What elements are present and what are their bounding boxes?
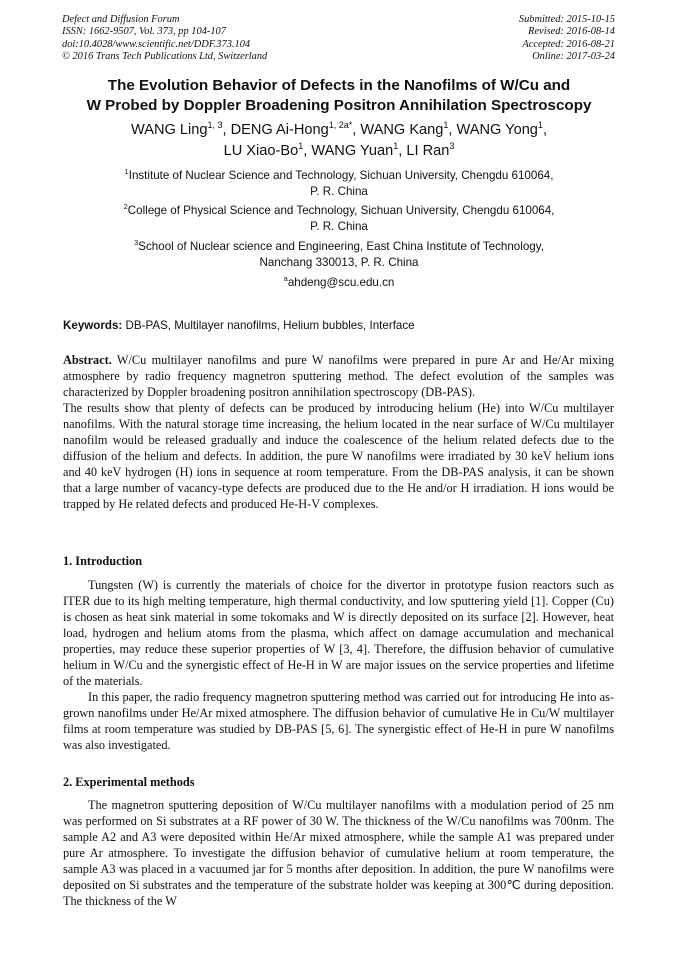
author-separator: , <box>222 122 231 138</box>
title-line-2: W Probed by Doppler Broadening Positron Annihilation Spectroscopy <box>86 97 592 114</box>
affiliation-mark: 1 <box>124 167 129 177</box>
title-line-1: The Evolution Behavior of Defects in the Nanofilms of W/Cu and <box>107 77 571 94</box>
submission-dates <box>519 14 615 64</box>
author-name: WANG Yuan <box>311 143 394 159</box>
issn-line: ISSN: 1662-9507, Vol. 373, pp 104-107 <box>62 26 226 38</box>
affiliation-2 <box>60 203 618 235</box>
affiliation-text: College of Physical Science and Technology, Sichuan University, Chengdu 610064, <box>127 204 555 217</box>
methods-body <box>63 797 614 909</box>
abstract-label: Abstract. <box>63 353 112 367</box>
abstract <box>63 352 614 512</box>
author-line-2 <box>40 141 638 162</box>
introduction-body <box>63 577 614 753</box>
keywords <box>63 318 616 333</box>
accepted-date: Accepted: 2016-08-21 <box>522 38 615 50</box>
doi-line: doi:10.4028/www.scientific.net/DDF.373.104 <box>62 38 251 50</box>
author-separator: , <box>448 122 457 138</box>
author-separator: , <box>542 122 547 138</box>
affiliation-text: Institute of Nuclear Science and Technology, Sichuan University, Chengdu 610064, <box>128 169 554 182</box>
author-affiliation-mark: 1 <box>443 120 449 131</box>
corresponding-email <box>60 275 618 291</box>
author-separator: , <box>398 143 407 159</box>
abstract-paragraph-1 <box>63 352 614 400</box>
affiliation-1 <box>60 168 618 200</box>
affiliation-line: P. R. China <box>310 185 368 198</box>
email-mark: a <box>283 274 288 284</box>
author-list <box>40 120 638 162</box>
revised-date: Revised: 2016-08-14 <box>528 26 615 38</box>
keywords-text: DB-PAS, Multilayer nanofilms, Helium bubbles, Interface <box>122 319 415 332</box>
abstract-paragraph-2: The results show that plenty of defects can be produced by introducing helium (He) into W/Cu multilayer nanofilms. With the natural storage time increasing, the helium located in the near surface of W/Cu multilayer nanofilm would be released gradually and induce the coalescence of the helium related defects due to the diffusion of the helium and defects. In addition, the pure W nanofilms were irradiated by 30 keV helium ions and 40 keV hydrogen (H) ions in sequence at room temperature. From the DB-PAS analysis, it can be shown that a large number of vacancy-type defects are produced due to the He and/or H irradiation. H ions would be trapped by He related defects and produced He-H-V complexes. <box>63 401 614 511</box>
author-affiliation-mark: 1, 2a* <box>328 120 353 131</box>
author-name: WANG Ling <box>130 122 208 138</box>
email-line <box>60 275 618 291</box>
methods-paragraph-1: The magnetron sputtering deposition of W/Cu multilayer nanofilms with a modulation period of 25 nm was performed on Si substrates at a RF power of 30 W. The thickness of the W/Cu nanofilms was 700nm. The sample A2 and A3 were deposited within He/Ar mixed atmosphere, while the sample A1 was prepared under pure Ar atmosphere. To investigate the diffusion behavior of cumulative helium at room temperature, the sample A3 was placed in a vacuumed jar for 5 months after deposition. In addition, the pure W nanofilms were deposited on Si substrates and the temperature of the substrate holder was keeping at 300℃ during deposition. The thickness of the W <box>63 798 614 908</box>
journal-name: Defect and Diffusion Forum <box>62 14 180 25</box>
affiliation-3 <box>60 239 618 271</box>
author-name: WANG Kang <box>360 122 444 138</box>
intro-paragraph-1: Tungsten (W) is currently the materials of choice for the divertor in prototype fusion reactors such as ITER due to its high melting temperature, high thermal conductivity, and low sputtering yield [1]. Copper (Cu) is chosen as heat sink material in some tokomaks and W is directly deposited on its surface [2]. However, heat load, hydrogen and helium atoms from the plasma, which affect on damage accumulation and mechanical properties, may reduce these superior properties of W [3, 4]. Therefore, the diffusion behavior of cumulative helium in W/Cu and the synergistic effect of He-H in W are major issues on the service properties and lifetime of the materials. <box>63 578 614 688</box>
affiliation-mark: 3 <box>134 238 139 248</box>
submitted-date: Submitted: 2015-10-15 <box>518 14 615 25</box>
intro-paragraph-2: In this paper, the radio frequency magnetron sputtering method was carried out for introducing He into as-grown nanofilms under He/Ar mixed atmosphere. The diffusion behavior of cumulative He in Cu/W multilayer films at room temperature was studied by DB-PAS [5, 6]. The synergistic effect of He-H in pure W nanofilms was also investigated. <box>63 690 614 752</box>
author-affiliation-mark: 1 <box>393 141 399 152</box>
affiliation-line <box>60 239 618 255</box>
abstract-text: W/Cu multilayer nanofilms and pure W nanofilms were prepared in pure Ar and He/Ar mixing atmosphere by radio frequency magnetron sputtering method. The defect evolution of the samples was characterized by Doppler broadening positron annihilation spectroscopy (DB-PAS). <box>63 353 614 399</box>
affiliation-line: Nanchang 330013, P. R. China <box>259 256 419 269</box>
author-affiliation-mark: 3 <box>449 141 455 152</box>
paper-title <box>40 76 638 116</box>
section-heading-introduction: 1. Introduction <box>63 554 143 568</box>
online-date: Online: 2017-03-24 <box>532 51 615 63</box>
author-separator: , <box>303 143 312 159</box>
affiliation-line <box>60 168 618 184</box>
author-separator: , <box>352 122 361 138</box>
affiliation-line: P. R. China <box>310 220 368 233</box>
affiliation-text: School of Nuclear science and Engineering, East China Institute of Technology, <box>138 240 544 253</box>
section-heading-methods: 2. Experimental methods <box>63 775 195 789</box>
author-line-1 <box>40 120 638 141</box>
author-name: DENG Ai-Hong <box>230 122 329 138</box>
keywords-label: Keywords: <box>63 319 123 332</box>
author-affiliation-mark: 1 <box>537 120 543 131</box>
author-affiliation-mark: 1, 3 <box>207 120 223 131</box>
author-name: LU Xiao-Bo <box>223 143 299 159</box>
author-name: LI Ran <box>406 143 450 159</box>
journal-info <box>62 14 267 64</box>
author-affiliation-mark: 1 <box>298 141 304 152</box>
email-address: ahdeng@scu.edu.cn <box>287 276 395 289</box>
author-name: WANG Yong <box>456 122 538 138</box>
affiliation-mark: 2 <box>123 202 128 212</box>
affiliation-line <box>60 203 618 219</box>
copyright-line: © 2016 Trans Tech Publications Ltd, Switzerland <box>62 51 268 63</box>
